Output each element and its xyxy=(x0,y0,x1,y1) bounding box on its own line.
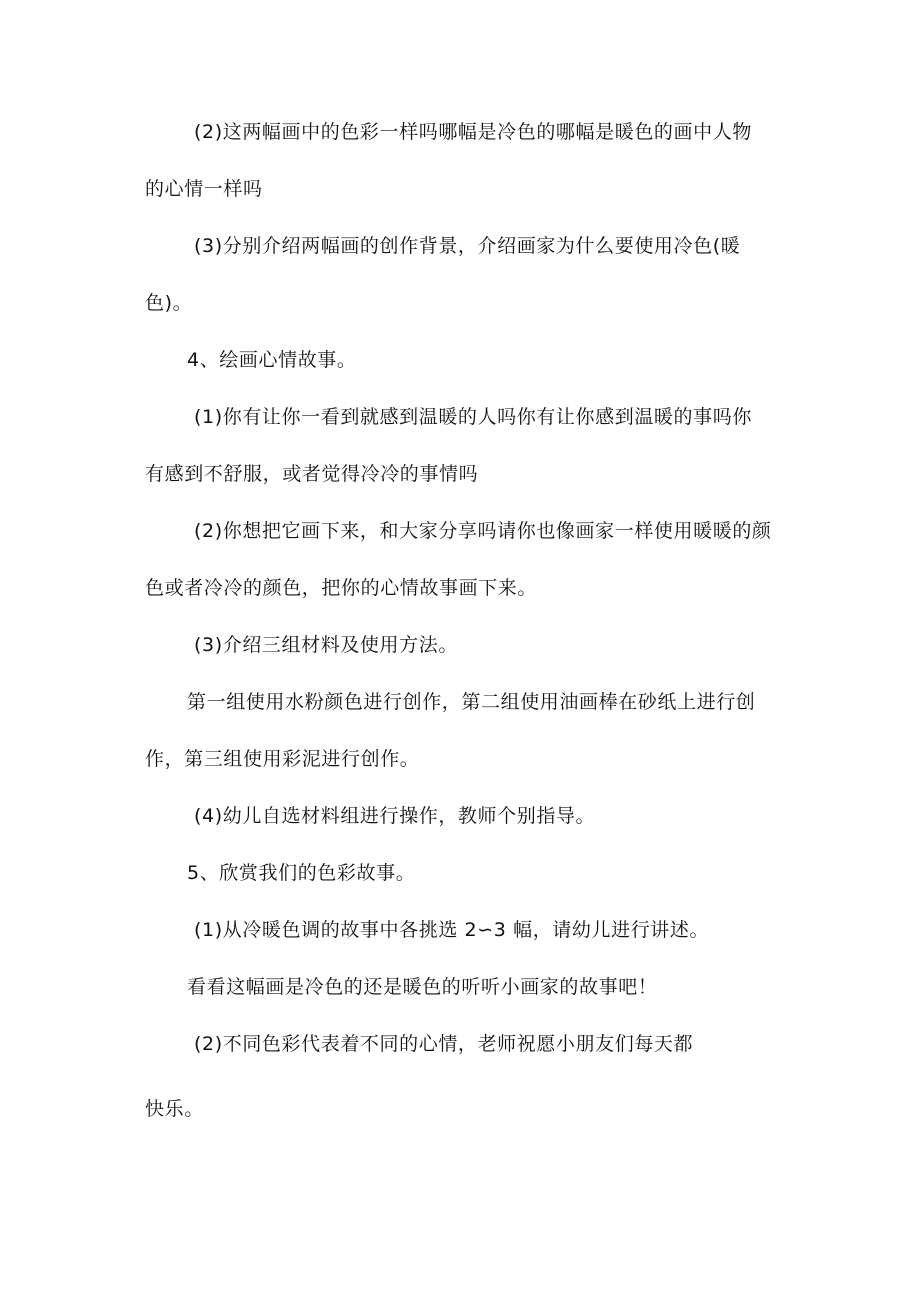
paragraph-6-line-1: (3)介绍三组材料及使用方法。 xyxy=(194,634,458,656)
paragraph-12-line-1: (2)不同色彩代表着不同的心情，老师祝愿小朋友们每天都 xyxy=(194,1033,694,1055)
paragraph-7-line-1: 第一组使用水粉颜色进行创作，第二组使用油画棒在砂纸上进行创 xyxy=(187,691,756,713)
paragraph-2-line-1: (3)分别介绍两幅画的创作背景，介绍画家为什么要使用冷色(暖 xyxy=(194,235,741,257)
paragraph-10-line-1: (1)从冷暖色调的故事中各挑选 2∽3 幅，请幼儿进行讲述。 xyxy=(194,919,710,941)
paragraph-5-line-1: (2)你想把它画下来，和大家分享吗请你也像画家一样使用暖暖的颜 xyxy=(194,520,772,542)
paragraph-4-line-1: (1)你有让你一看到就感到温暖的人吗你有让你感到温暖的事吗你 xyxy=(194,406,752,428)
paragraph-4-line-2: 有感到不舒服，或者觉得冷冷的事情吗 xyxy=(145,463,479,485)
section-heading-4: 4、绘画心情故事。 xyxy=(187,349,357,371)
paragraph-5-line-2: 色或者冷冷的颜色，把你的心情故事画下来。 xyxy=(145,577,538,599)
paragraph-2-line-2: 色)。 xyxy=(145,292,193,314)
section-heading-5: 5、欣赏我们的色彩故事。 xyxy=(187,862,416,884)
paragraph-11-line-1: 看看这幅画是冷色的还是暖色的听听小画家的故事吧！ xyxy=(187,976,658,998)
paragraph-8-line-1: (4)幼儿自选材料组进行操作，教师个别指导。 xyxy=(194,805,596,827)
paragraph-1-line-1: (2)这两幅画中的色彩一样吗哪幅是冷色的哪幅是暖色的画中人物 xyxy=(194,121,752,143)
paragraph-1-line-2: 的心情一样吗 xyxy=(145,178,263,200)
paragraph-7-line-2: 作，第三组使用彩泥进行创作。 xyxy=(145,748,420,770)
paragraph-12-line-2: 快乐。 xyxy=(145,1098,204,1120)
